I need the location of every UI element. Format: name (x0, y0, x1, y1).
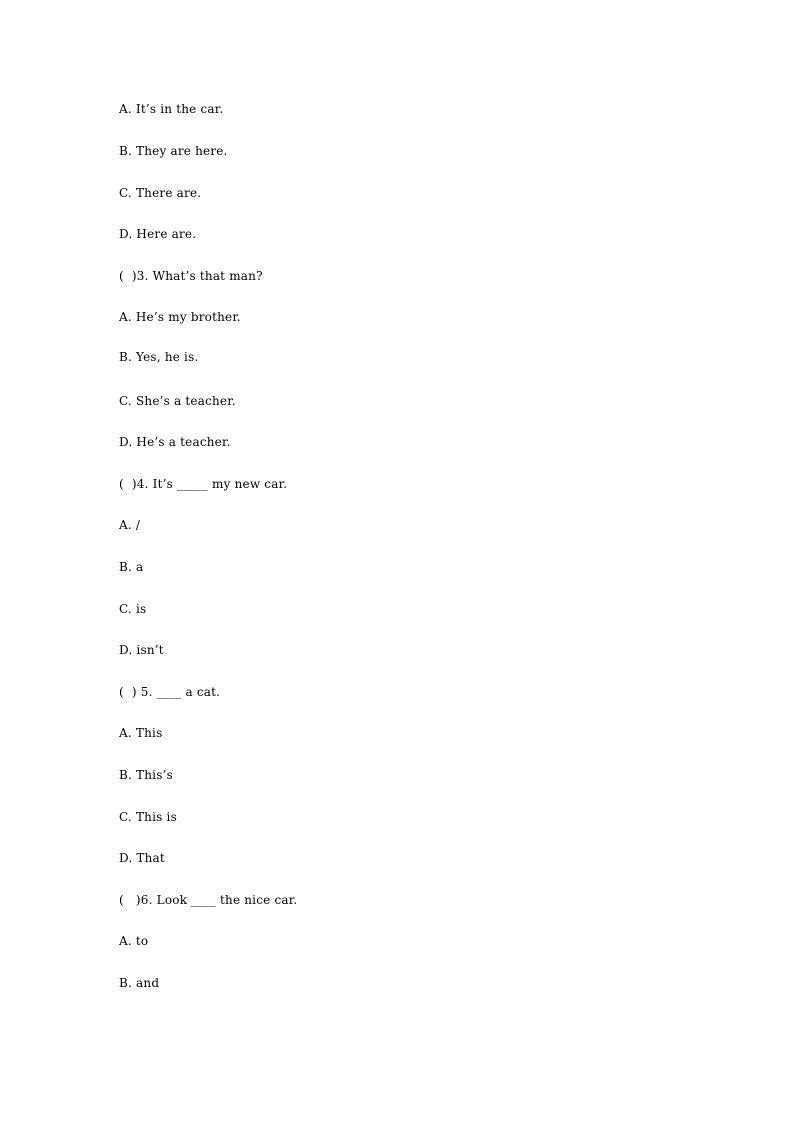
option-text: B. They are here. (119, 144, 228, 158)
option-text: B. This’s (119, 768, 173, 782)
option-text: C. There are. (119, 186, 202, 200)
option-text: B. a (119, 560, 144, 574)
question-text: ( )6. Look ____ the nice car. (119, 893, 298, 907)
question-text: ( )3. What’s that man? (119, 269, 263, 283)
option-text: D. That (119, 851, 165, 865)
question-text: ( )4. It’s _____ my new car. (119, 477, 288, 491)
option-text: B. Yes, he is. (119, 350, 199, 364)
option-text: A. He’s my brother. (119, 310, 241, 324)
option-text: D. Here are. (119, 227, 197, 241)
option-text: A. to (119, 934, 149, 948)
option-text: A. It’s in the car. (119, 102, 224, 116)
option-text: A. / (119, 518, 141, 532)
option-text: C. This is (119, 810, 177, 824)
option-text: C. She’s a teacher. (119, 394, 236, 408)
option-text: B. and (119, 976, 160, 990)
option-text: D. isn’t (119, 643, 164, 657)
option-text: D. He’s a teacher. (119, 435, 231, 449)
option-text: A. This (119, 726, 163, 740)
option-text: C. is (119, 602, 147, 616)
question-text: ( ) 5. ____ a cat. (119, 685, 221, 699)
